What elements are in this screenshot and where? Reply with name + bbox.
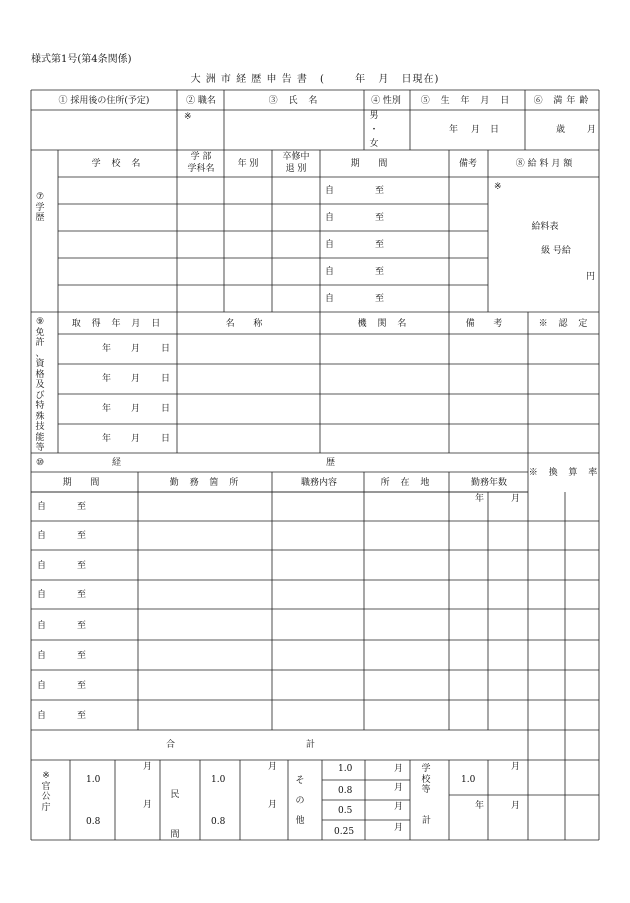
career-period-from: 自 (37, 561, 47, 571)
license-day: 日 (161, 344, 171, 354)
school-period-from: 自 (325, 240, 335, 250)
year-type-header: 年 別 (237, 159, 259, 169)
age-months: 月 (587, 125, 597, 135)
sex-dot: ・ (369, 125, 379, 135)
total-label-1: 合 (166, 740, 176, 750)
birth-month: 月 (471, 125, 481, 135)
license-month: 月 (131, 344, 141, 354)
duties-header: 職務内容 (300, 478, 338, 488)
salary-grade-label: 級 号給 (541, 246, 571, 256)
school-period-to: 至 (375, 240, 385, 250)
license-year: 年 (102, 344, 112, 354)
title-year: 年 (355, 74, 367, 85)
period-header: 期 間 (350, 159, 396, 169)
license-month: 月 (131, 434, 141, 444)
career-period-to: 至 (77, 531, 87, 541)
career-period-to: 至 (77, 681, 87, 691)
other-month-4: 月 (394, 823, 404, 833)
department-header-2: 学科名 (187, 164, 215, 174)
career-period-to: 至 (77, 651, 87, 661)
license-month: 月 (131, 404, 141, 414)
career-period-to: 至 (77, 561, 87, 571)
job-mark: ※ (184, 112, 192, 122)
career-period-from: 自 (37, 621, 47, 631)
work-years-month: 月 (511, 494, 521, 504)
school-period-from: 自 (325, 213, 335, 223)
license-day: 日 (161, 374, 171, 384)
sex-header: ④ 性別 (371, 96, 401, 106)
license-remarks-header: 備 考 (465, 319, 511, 329)
gov-month-1: 月 (143, 762, 153, 772)
license-month: 月 (131, 374, 141, 384)
private-month-2: 月 (268, 800, 278, 810)
birth-day: 日 (490, 125, 500, 135)
other-label: そ の 他 (295, 776, 305, 826)
other-month-3: 月 (394, 802, 404, 812)
school-etc-rate: 1.0 (461, 775, 476, 785)
other-rate-2: 0.8 (338, 786, 353, 796)
footer-total-month: 月 (511, 801, 521, 811)
school-name-header: 学 校 名 (91, 159, 145, 169)
career-section-label-2: 歴 (326, 458, 336, 468)
title-main: 大 洲 市 経 歴 申 告 書 (190, 74, 308, 85)
salary-yen: 円 (586, 272, 596, 282)
salary-header: ⑧ 給 料 月 額 (515, 159, 573, 169)
footer-total-label: 計 (422, 816, 432, 826)
career-period-from: 自 (37, 502, 47, 512)
gov-rate-2: 0.8 (86, 817, 101, 827)
sex-female: 女 (369, 139, 379, 149)
title-asof: 日現在) (401, 74, 440, 85)
career-period-from: 自 (37, 590, 47, 600)
title-month: 月 (378, 74, 390, 85)
career-period-from: 自 (37, 711, 47, 721)
age-years: 歳 (556, 125, 566, 135)
gov-month-2: 月 (143, 800, 153, 810)
career-section-number: ⑩ (36, 458, 45, 468)
salary-table-label: 給料表 (531, 222, 559, 232)
school-period-to: 至 (375, 213, 385, 223)
sex-male: 男 (369, 111, 379, 121)
career-period-to: 至 (77, 590, 87, 600)
work-years-header: 勤務年数 (470, 478, 508, 488)
license-name-header: 名 称 (225, 319, 271, 329)
other-rate-1: 1.0 (338, 764, 353, 774)
certification-header: ※ 認 定 (538, 319, 592, 329)
career-period-to: 至 (77, 502, 87, 512)
license-year: 年 (102, 434, 112, 444)
school-period-from: 自 (325, 267, 335, 277)
other-month-2: 月 (394, 783, 404, 793)
birth-year: 年 (449, 125, 459, 135)
other-month-1: 月 (394, 764, 404, 774)
salary-mark: ※ (494, 182, 502, 192)
institution-header: 機 関 名 (357, 319, 411, 329)
government-label: ※ 官 公 庁 (41, 771, 51, 813)
career-period-to: 至 (77, 711, 87, 721)
career-section-label-1: 経 (112, 458, 122, 468)
gov-rate-1: 1.0 (86, 775, 101, 785)
footer-total-year: 年 (475, 801, 485, 811)
license-year: 年 (102, 374, 112, 384)
location-header: 所 在 地 (380, 478, 434, 488)
form-number: 様式第1号(第4条関係) (31, 54, 132, 65)
acquired-date-header: 取 得 年 月 日 (71, 319, 165, 329)
career-period-header: 期 間 (62, 478, 108, 488)
work-years-year: 年 (475, 494, 485, 504)
department-header-1: 学 部 (190, 152, 212, 162)
conversion-rate-header: ※ 換 算 率 (528, 468, 602, 478)
school-period-from: 自 (325, 186, 335, 196)
career-period-from: 自 (37, 651, 47, 661)
graduation-header-1: 卒修中 (282, 152, 310, 162)
license-section-label: ⑨ 免 許 、 資 格 及 び 特 殊 技 能 等 (35, 317, 45, 453)
school-period-from: 自 (325, 294, 335, 304)
school-remarks-header: 備考 (458, 159, 478, 169)
job-header: ② 職名 (186, 96, 216, 106)
private-month-1: 月 (268, 762, 278, 772)
other-rate-3: 0.5 (338, 806, 353, 816)
private-rate-1: 1.0 (211, 775, 226, 785)
license-year: 年 (102, 404, 112, 414)
title-open-paren: ( (320, 74, 325, 85)
school-period-to: 至 (375, 294, 385, 304)
name-header: ③ 氏 名 (268, 96, 322, 106)
school-etc-month: 月 (511, 762, 521, 772)
school-period-to: 至 (375, 267, 385, 277)
address-header: ① 採用後の住所(予定) (58, 96, 150, 106)
license-day: 日 (161, 404, 171, 414)
workplace-header: 勤 務 箇 所 (169, 478, 243, 488)
age-header: ⑥ 満年齢 (533, 96, 593, 106)
career-period-to: 至 (77, 621, 87, 631)
birthdate-header: ⑤ 生 年 月 日 (420, 96, 514, 106)
career-period-from: 自 (37, 531, 47, 541)
private-rate-2: 0.8 (211, 817, 226, 827)
private-label: 民 間 (170, 790, 180, 840)
other-rate-4: 0.25 (334, 827, 355, 837)
school-etc-label: 学 校 等 (421, 764, 431, 795)
license-day: 日 (161, 434, 171, 444)
school-period-to: 至 (375, 186, 385, 196)
career-period-from: 自 (37, 681, 47, 691)
total-label-2: 計 (306, 740, 316, 750)
graduation-header-2: 退 別 (285, 164, 307, 174)
education-section-label: ⑦ 学 歴 (35, 192, 45, 223)
